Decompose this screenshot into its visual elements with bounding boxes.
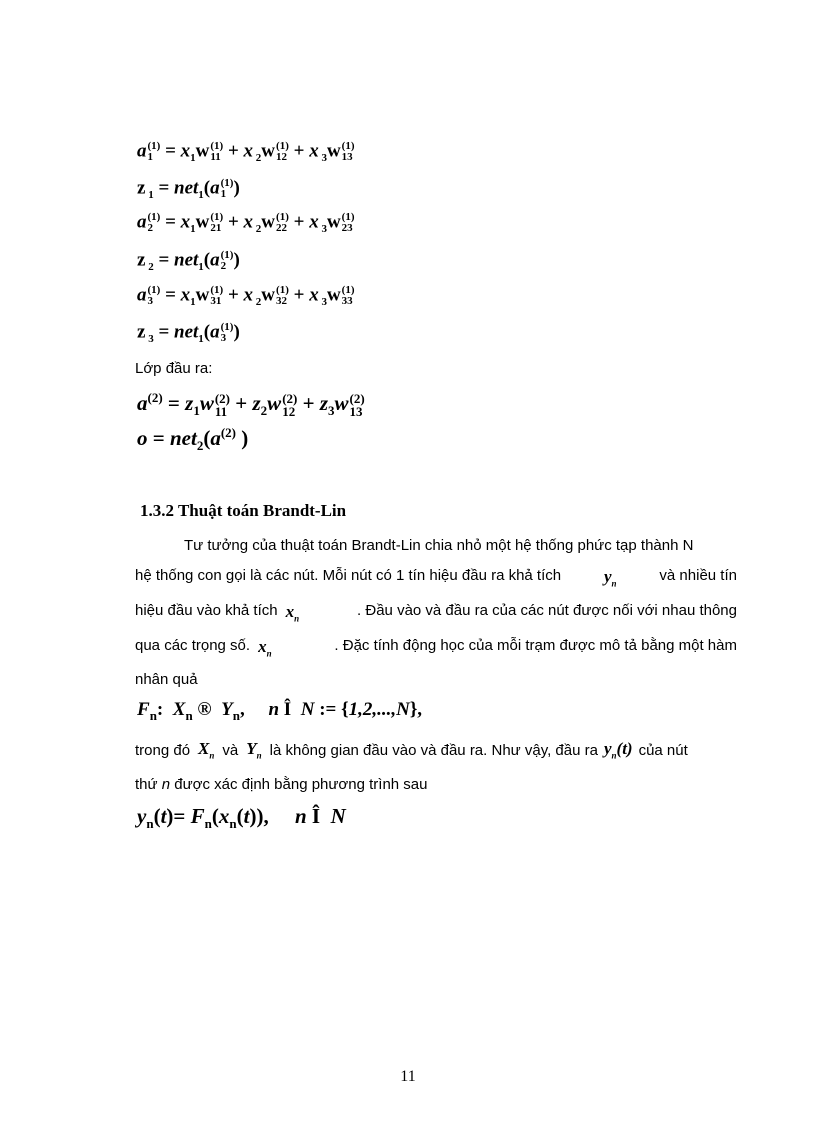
p2-line1-text-c: là không gian đầu vào và đầu ra. Như vậy, đầu ra — [269, 741, 598, 759]
paragraph2-line1 — [135, 740, 737, 760]
p2-line2-n: n — [161, 776, 171, 793]
symbol-yn: $y_n$ — [603, 567, 617, 589]
paragraph1-line1: Tư tưởng của thuật toán Brandt-Lin chia nhỏ một hệ thống phức tạp thành N — [184, 537, 694, 554]
equation-yn: $y_n(t)= F_n(x_n(t))$, n Î N — [137, 804, 346, 832]
equation-a1: a (1) 1 = $x_1w$ (1) 11 + x $_2$w (1) 12 + x $_3$w (1) 13 — [137, 140, 355, 165]
p2-line1-text-d: của nút — [638, 741, 688, 759]
equation-z1: z $_1$ = net$_1$(a (1) 1 ) — [137, 177, 240, 202]
symbol-xn: $x_n$ — [285, 602, 300, 624]
symbol-Yn: $Y_n$ — [246, 739, 262, 761]
p2-line1-text-a: trong đó — [135, 741, 191, 759]
symbol-xn-weights: $x_n$ — [258, 637, 272, 659]
equation-z2: z $_2$ = net$_1$(a (1) 2 ) — [137, 249, 240, 274]
section-title: Thuật toán Brandt-Lin — [177, 501, 347, 520]
equation-a2-output: $a^{(2)} = z_1w$ (2) 11 + $z_2w$ (2) 12 + $z_3w$ (2) 13 — [137, 389, 365, 419]
equation-a3: a (1) 3 = $x_1w$ (1) 31 + x $_2$w (1) 32 + x $_3$w (1) 33 — [137, 284, 355, 309]
section-heading — [140, 501, 346, 521]
symbol-Xn: $X_n$ — [198, 739, 215, 761]
paragraph1-line3 — [135, 603, 737, 623]
p2-line1-text-b: và — [222, 741, 239, 759]
p1-line3-text-a: hiệu đầu vào khả tích — [135, 602, 278, 619]
equation-output: $o = net_2(a^{(2)}$ ) — [137, 425, 249, 454]
equation-a2: a (1) 2 = $x_1w$ (1) 21 + x $_2$w (1) 22 + x $_3$w (1) 23 — [137, 211, 355, 236]
p1-line2-text-a: hệ thống con gọi là các nút. Mỗi nút có 1 tín hiệu đầu ra khả tích — [135, 567, 562, 584]
output-layer-label: Lớp đầu ra: — [135, 360, 213, 377]
paragraph2-line2 — [135, 777, 737, 792]
paragraph1-line5: nhân quả — [135, 671, 198, 688]
section-number: 1.3.2 — [140, 501, 174, 520]
paragraph1-line2 — [135, 568, 737, 588]
page-number: 11 — [400, 1068, 416, 1085]
paragraph1-line4 — [135, 638, 737, 658]
p2-line2-text-a: thứ — [135, 776, 158, 793]
symbol-yn-t: $y_n(t)$ — [603, 739, 633, 761]
p1-line4-text-a: qua các trọng số. — [135, 637, 251, 654]
equation-z3: z $_3$ = net$_1$(a (1) 3 ) — [137, 321, 240, 346]
p1-line3-text-b: . Đầu vào và đầu ra của các nút được nối với nhau thông — [357, 602, 737, 619]
equation-fn: $F_n$: $X_n$ ® $Y_n$, n Î N := {1,2,...,N}, — [137, 699, 423, 723]
p2-line2-text-b: được xác định bằng phương trình sau — [174, 776, 428, 793]
p1-line2-text-b: và nhiều tín — [659, 567, 737, 584]
p1-line4-text-b: . Đặc tính động học của mỗi trạm được mô tả bằng một hàm — [334, 637, 737, 654]
